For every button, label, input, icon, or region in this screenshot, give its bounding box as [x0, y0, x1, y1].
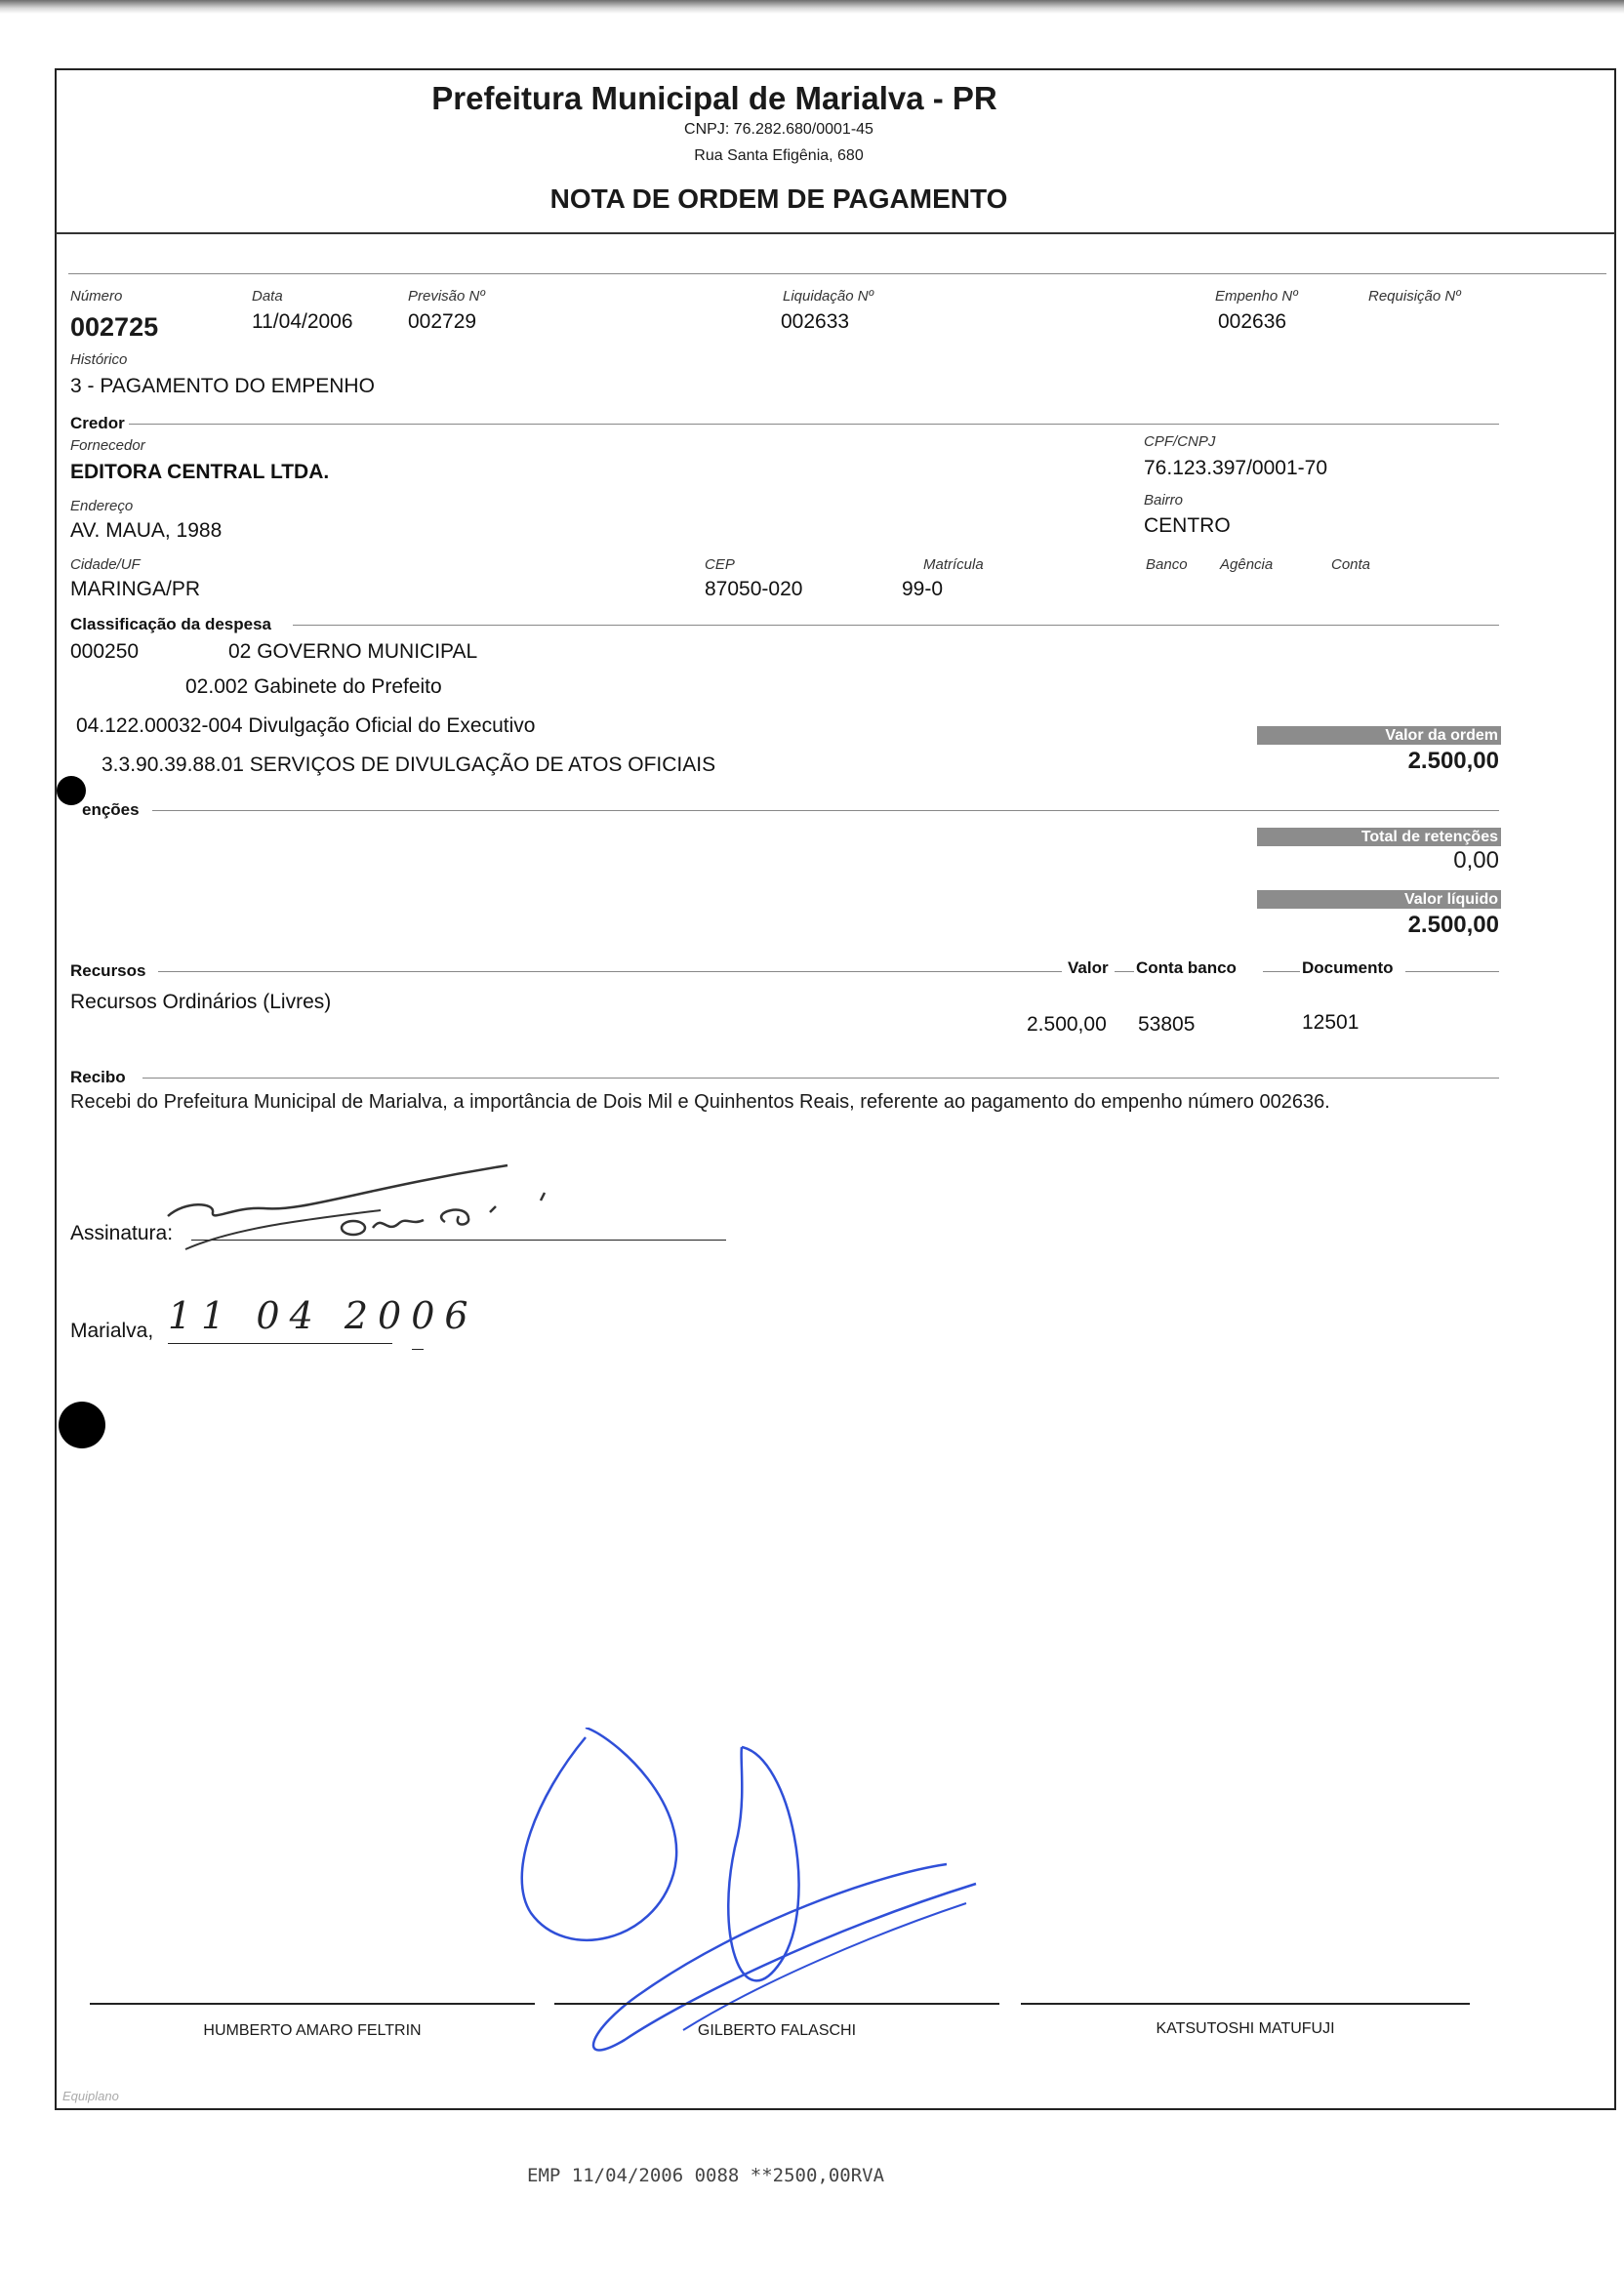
matricula-label: Matrícula [923, 556, 984, 573]
signatory-line-1 [90, 2003, 535, 2005]
endereco-value: AV. MAUA, 1988 [70, 519, 223, 542]
cidade-value: MARINGA/PR [70, 578, 201, 600]
software-mark: Equiplano [62, 2089, 119, 2103]
conta-label: Conta [1331, 556, 1371, 573]
signatory-2: GILBERTO FALASCHI [697, 2022, 857, 2039]
numero-value: 002725 [70, 312, 159, 342]
requisicao-label: Requisição Nº [1368, 288, 1461, 305]
classificacao-unidade: 02.002 Gabinete do Prefeito [185, 675, 442, 698]
retencoes-title: enções [82, 800, 140, 819]
punch-hole-2 [59, 1402, 105, 1448]
recursos-rule-4 [1405, 971, 1499, 972]
assinatura-signature [156, 1132, 615, 1269]
local-label: Marialva, [70, 1320, 154, 1342]
historico-value: 3 - PAGAMENTO DO EMPENHO [70, 375, 375, 397]
recursos-valor-label: Valor [1068, 958, 1109, 977]
classificacao-title: Classificação da despesa [70, 615, 272, 633]
classificacao-orgao: 02 GOVERNO MUNICIPAL [228, 640, 478, 663]
previsao-label: Previsão Nº [408, 288, 485, 305]
data-value: 11/04/2006 [252, 310, 353, 333]
signatory-line-2 [554, 2003, 999, 2005]
credor-rule [129, 424, 1499, 425]
valor-ordem-value: 2.500,00 [1407, 748, 1499, 774]
org-title: Prefeitura Municipal de Marialva - PR [431, 80, 997, 116]
fornecedor-label: Fornecedor [70, 437, 145, 454]
total-retencoes-value: 0,00 [1453, 847, 1499, 874]
signatory-1: HUMBERTO AMARO FELTRIN [203, 2022, 422, 2039]
recursos-rule-2 [1115, 971, 1134, 972]
bank-stamp: EMP 11/04/2006 0088 **2500,00RVA [527, 2165, 885, 2186]
recursos-documento-label: Documento [1302, 958, 1394, 977]
blue-signature [508, 1728, 1015, 2098]
header-divider-2 [68, 273, 1606, 274]
cnpj-value: 76.123.397/0001-70 [1144, 457, 1328, 479]
previsao-value: 002729 [408, 310, 477, 333]
valor-liquido-bar: Valor líquido [1257, 890, 1501, 909]
empenho-label: Empenho Nº [1215, 288, 1298, 305]
historico-label: Histórico [70, 351, 128, 368]
banco-label: Banco [1146, 556, 1188, 573]
recursos-documento: 12501 [1302, 1011, 1360, 1034]
assinatura-label: Assinatura: [70, 1222, 174, 1244]
data-label: Data [252, 288, 283, 305]
handwritten-date: 11 04 2006 [168, 1294, 478, 1337]
endereco-label: Endereço [70, 498, 134, 514]
org-cnpj: CNPJ: 76.282.680/0001-45 [684, 121, 873, 138]
signatory-3: KATSUTOSHI MATUFUJI [1156, 2020, 1335, 2037]
liquidacao-label: Liquidação Nº [783, 288, 874, 305]
date-underline [168, 1343, 392, 1344]
classificacao-elemento: 3.3.90.39.88.01 SERVIÇOS DE DIVULGAÇÃO DE ATOS OFICIAIS [102, 753, 716, 776]
bairro-label: Bairro [1144, 492, 1184, 509]
matricula-value: 99-0 [902, 578, 944, 600]
date-dash [412, 1349, 424, 1350]
valor-ordem-bar: Valor da ordem [1257, 726, 1501, 745]
bairro-value: CENTRO [1144, 514, 1231, 537]
classificacao-code: 000250 [70, 640, 140, 663]
recibo-text: Recebi do Prefeitura Municipal de Marialva, a importância de Dois Mil e Quinhentos Reais, referente ao pagamento do empenho número 002636. [70, 1091, 1330, 1113]
signatory-line-3 [1021, 2003, 1470, 2005]
scan-top-shadow [0, 0, 1624, 14]
document-title: NOTA DE ORDEM DE PAGAMENTO [549, 183, 1008, 214]
recursos-title: Recursos [70, 961, 146, 980]
cep-value: 87050-020 [705, 578, 803, 600]
cidade-label: Cidade/UF [70, 556, 141, 573]
recursos-rule [158, 971, 1062, 972]
recursos-fonte: Recursos Ordinários (Livres) [70, 991, 332, 1013]
recursos-conta: 53805 [1138, 1013, 1196, 1036]
empenho-value: 002636 [1218, 310, 1287, 333]
recibo-rule [142, 1078, 1499, 1079]
valor-liquido-value: 2.500,00 [1407, 912, 1499, 938]
liquidacao-value: 002633 [781, 310, 850, 333]
classificacao-rule [293, 625, 1499, 626]
recursos-rule-3 [1263, 971, 1300, 972]
fornecedor-value: EDITORA CENTRAL LTDA. [70, 461, 330, 483]
credor-title: Credor [70, 414, 125, 432]
recursos-conta-label: Conta banco [1136, 958, 1237, 977]
cnpj-label: CPF/CNPJ [1144, 433, 1216, 450]
recibo-title: Recibo [70, 1068, 126, 1086]
recursos-valor: 2.500,00 [1027, 1013, 1107, 1036]
total-retencoes-bar: Total de retenções [1257, 828, 1501, 846]
org-address: Rua Santa Efigênia, 680 [694, 147, 864, 164]
classificacao-funcional: 04.122.00032-004 Divulgação Oficial do Executivo [76, 714, 536, 737]
retencoes-rule [152, 810, 1499, 811]
cep-label: CEP [705, 556, 735, 573]
agencia-label: Agência [1220, 556, 1274, 573]
header-divider [56, 232, 1615, 234]
numero-label: Número [70, 288, 123, 305]
